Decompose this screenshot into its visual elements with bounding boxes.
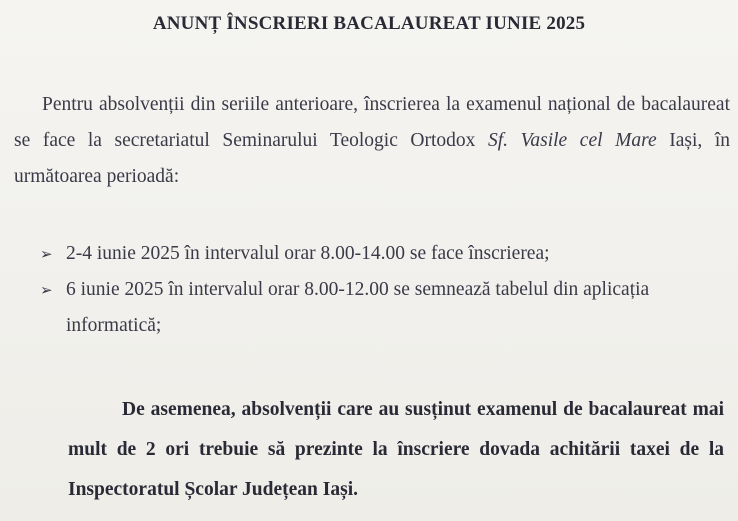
- arrowhead-bullet-icon: ➢: [40, 245, 53, 263]
- page-title: ANUNȚ ÎNSCRIERI BACALAUREAT IUNIE 2025: [152, 13, 586, 34]
- schedule-list: [40, 236, 730, 344]
- schedule-item-text: 2-4 iunie 2025 în intervalul orar 8.00-14.00 se face înscrierea;: [66, 243, 550, 264]
- schedule-item-text: 6 iunie 2025 în intervalul orar 8.00-12.00 se semnează tabelul din aplicația informatică;: [66, 279, 650, 336]
- intro-text: Pentru absolvenții din seriile anterioare, înscrierea la examenul național de bacalaureat se face la secretariatul Seminarului Teologic Ortodox: [14, 94, 730, 151]
- list-item: [40, 236, 730, 272]
- fee-notice-text: De asemenea, absolvenții care au susținut examenul de bacalaureat mai mult de 2 ori trebuie să prezinte la înscriere dovada achitării taxei de la Inspectoratul Școlar Județean Iași.: [68, 399, 724, 500]
- school-name-italic: Sf. Vasile cel Mare: [488, 130, 657, 151]
- arrowhead-bullet-icon: ➢: [40, 281, 53, 299]
- intro-paragraph: [14, 87, 730, 195]
- intro-text-end: Iași, în următoarea perioadă:: [14, 130, 730, 187]
- fee-notice-paragraph: [68, 390, 724, 510]
- list-item: [40, 272, 730, 344]
